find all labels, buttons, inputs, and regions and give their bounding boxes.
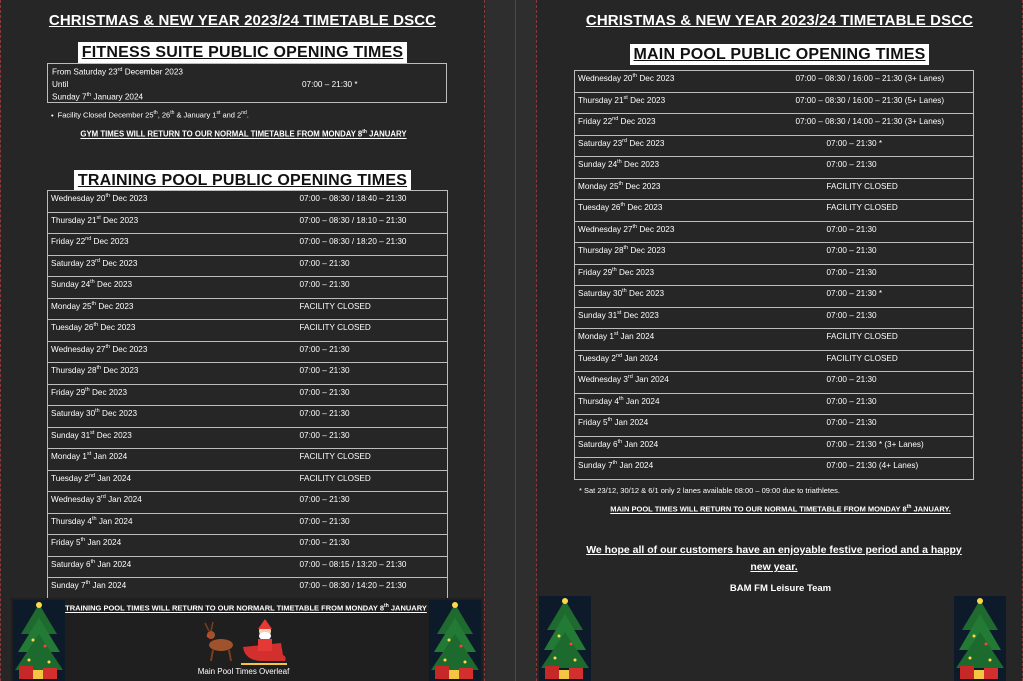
table-row [48,427,448,449]
row-time: 07:00 – 21:30 [297,341,448,363]
main-pool-note: * Sat 23/12, 30/12 & 6/1 only 2 lanes available 08:00 – 09:00 due to triathletes. [579,486,841,495]
row-date: Wednesday 27th Dec 2023 [48,341,297,363]
table-row [575,243,974,265]
table-row [575,200,974,222]
main-pool-title [537,44,1022,65]
row-time: 07:00 – 21:30 [793,307,974,329]
table-row [48,406,448,428]
festive-message [567,542,981,576]
table-row [48,212,448,234]
table-row [48,363,448,385]
fitness-from: From Saturday 23rd December 2023 [52,67,183,77]
gym-return-note: GYM TIMES WILL RETURN TO OUR NORMAL TIMETABLE FROM MONDAY 8th JANUARY [80,129,407,139]
row-time: FACILITY CLOSED [793,200,974,222]
christmas-tree-icon [954,596,1006,681]
row-time: 07:00 – 21:30 [297,535,448,557]
row-time: 07:00 – 21:30 [793,415,974,437]
table-row [48,191,448,213]
festive-message-line2: new year. [750,561,798,573]
table-row [48,449,448,471]
row-date: Friday 22nd Dec 2023 [575,114,793,136]
table-row [575,436,974,458]
row-date: Monday 25th Dec 2023 [48,298,297,320]
row-time: 07:00 – 21:30 [793,393,974,415]
table-row [575,178,974,200]
row-time: 07:00 – 08:30 / 14:20 – 21:30 [297,578,448,600]
row-time: 07:00 – 08:30 / 16:00 – 21:30 (5+ Lanes) [793,92,974,114]
training-return-note: TRAINING POOL TIMES WILL RETURN TO OUR NORMARL TIMETABLE FROM MONDAY 8th JANUARY [65,603,427,613]
row-date: Thursday 21st Dec 2023 [575,92,793,114]
table-row [48,277,448,299]
main-pool-table [574,70,974,480]
table-row [575,350,974,372]
row-time: 07:00 – 21:30 * (3+ Lanes) [793,436,974,458]
row-date: Wednesday 20th Dec 2023 [575,71,793,93]
row-date: Friday 22nd Dec 2023 [48,234,297,256]
training-title [1,170,484,191]
row-time: 07:00 – 21:30 [793,243,974,265]
row-date: Monday 25th Dec 2023 [575,178,793,200]
team-signature: BAM FM Leisure Team [729,583,832,594]
christmas-tree-icon [539,596,591,681]
row-time: 07:00 – 21:30 [793,264,974,286]
row-date: Friday 5th Jan 2024 [575,415,793,437]
gutter-divider [515,0,516,681]
fitness-title [1,42,484,63]
row-time: 07:00 – 21:30 [297,255,448,277]
row-date: Wednesday 20th Dec 2023 [48,191,297,213]
row-time: 07:00 – 08:30 / 18:20 – 21:30 [297,234,448,256]
table-row [48,384,448,406]
table-row [48,234,448,256]
page-right [536,0,1023,681]
row-date: Wednesday 3rd Jan 2024 [48,492,297,514]
row-date: Friday 29th Dec 2023 [48,384,297,406]
row-time: 07:00 – 08:15 / 13:20 – 21:30 [297,556,448,578]
main-return-note: MAIN POOL TIMES WILL RETURN TO OUR NORMAL TIMETABLE FROM MONDAY 8th JANUARY. [610,504,951,514]
fitness-time: 07:00 – 21:30 * [302,80,358,89]
table-row [575,92,974,114]
page-left [0,0,485,681]
table-row [48,298,448,320]
table-row [575,71,974,93]
overleaf-note: Main Pool Times Overleaf [197,667,290,676]
row-date: Thursday 4th Jan 2024 [575,393,793,415]
table-row [575,114,974,136]
page-gutter [486,0,536,681]
table-row [48,320,448,342]
fitness-times-box [47,63,447,103]
row-date: Thursday 28th Dec 2023 [48,363,297,385]
training-title-text: TRAINING POOL PUBLIC OPENING TIMES [74,170,411,191]
row-date: Sunday 31st Dec 2023 [48,427,297,449]
row-time: 07:00 – 21:30 [297,363,448,385]
row-date: Sunday 24th Dec 2023 [575,157,793,179]
row-time: 07:00 – 21:30 * [793,286,974,308]
row-date: Thursday 21st Dec 2023 [48,212,297,234]
row-time: 07:00 – 08:30 / 18:10 – 21:30 [297,212,448,234]
row-time: FACILITY CLOSED [297,470,448,492]
table-row [575,458,974,480]
fitness-note: • Facility Closed December 25th, 26th & January 1st and 2nd. [51,110,249,120]
row-date: Sunday 7th Jan 2024 [575,458,793,480]
table-row [48,578,448,600]
row-date: Monday 1st Jan 2024 [48,449,297,471]
table-row [575,264,974,286]
row-date: Tuesday 26th Dec 2023 [575,200,793,222]
row-time: 07:00 – 21:30 [297,427,448,449]
row-date: Saturday 6th Jan 2024 [575,436,793,458]
table-row [48,255,448,277]
row-time: 07:00 – 21:30 (4+ Lanes) [793,458,974,480]
row-time: 07:00 – 21:30 [297,513,448,535]
row-time: 07:00 – 21:30 [793,157,974,179]
row-date: Sunday 7th Jan 2024 [48,578,297,600]
row-date: Friday 5th Jan 2024 [48,535,297,557]
row-date: Thursday 4th Jan 2024 [48,513,297,535]
santa-sleigh-icon [201,617,291,667]
row-time: 07:00 – 08:30 / 14:00 – 21:30 (3+ Lanes) [793,114,974,136]
main-pool-title-text: MAIN POOL PUBLIC OPENING TIMES [630,44,930,65]
table-row [48,513,448,535]
table-row [575,329,974,351]
row-time: 07:00 – 08:30 / 18:40 – 21:30 [297,191,448,213]
row-time: FACILITY CLOSED [793,178,974,200]
fitness-title-text: FITNESS SUITE PUBLIC OPENING TIMES [78,42,408,63]
table-row [48,492,448,514]
row-date: Wednesday 27th Dec 2023 [575,221,793,243]
festive-message-line1: We hope all of our customers have an enjoyable festive period and a happy [586,544,962,556]
row-date: Tuesday 2nd Jan 2024 [48,470,297,492]
row-date: Sunday 31st Dec 2023 [575,307,793,329]
table-row [575,157,974,179]
row-time: 07:00 – 21:30 * [793,135,974,157]
row-date: Tuesday 2nd Jan 2024 [575,350,793,372]
row-time: FACILITY CLOSED [297,320,448,342]
row-date: Monday 1st Jan 2024 [575,329,793,351]
row-time: FACILITY CLOSED [793,329,974,351]
row-date: Sunday 24th Dec 2023 [48,277,297,299]
table-row [575,372,974,394]
row-time: 07:00 – 21:30 [297,492,448,514]
row-date: Saturday 30th Dec 2023 [575,286,793,308]
fitness-to: Sunday 7th January 2024 [52,92,144,102]
doc-title: CHRISTMAS & NEW YEAR 2023/24 TIMETABLE DSCC [585,12,974,29]
row-time: FACILITY CLOSED [297,449,448,471]
training-pool-table [47,190,448,600]
row-time: 07:00 – 21:30 [793,221,974,243]
table-row [575,393,974,415]
doc-title: CHRISTMAS & NEW YEAR 2023/24 TIMETABLE DSCC [48,12,437,29]
table-row [575,286,974,308]
row-time: 07:00 – 21:30 [793,372,974,394]
row-date: Saturday 30th Dec 2023 [48,406,297,428]
row-time: FACILITY CLOSED [297,298,448,320]
table-row [48,556,448,578]
table-row [575,307,974,329]
row-time: 07:00 – 21:30 [297,384,448,406]
row-time: FACILITY CLOSED [793,350,974,372]
table-row [48,470,448,492]
row-date: Saturday 6th Jan 2024 [48,556,297,578]
row-date: Friday 29th Dec 2023 [575,264,793,286]
fitness-until: Until [52,80,69,89]
table-row [48,535,448,557]
row-date: Thursday 28th Dec 2023 [575,243,793,265]
row-time: 07:00 – 08:30 / 16:00 – 21:30 (3+ Lanes) [793,71,974,93]
row-date: Saturday 23rd Dec 2023 [48,255,297,277]
row-date: Saturday 23rd Dec 2023 [575,135,793,157]
table-row [575,415,974,437]
table-row [575,135,974,157]
row-date: Wednesday 3rd Jan 2024 [575,372,793,394]
table-row [48,341,448,363]
row-time: 07:00 – 21:30 [297,406,448,428]
table-row [575,221,974,243]
row-time: 07:00 – 21:30 [297,277,448,299]
row-date: Tuesday 26th Dec 2023 [48,320,297,342]
